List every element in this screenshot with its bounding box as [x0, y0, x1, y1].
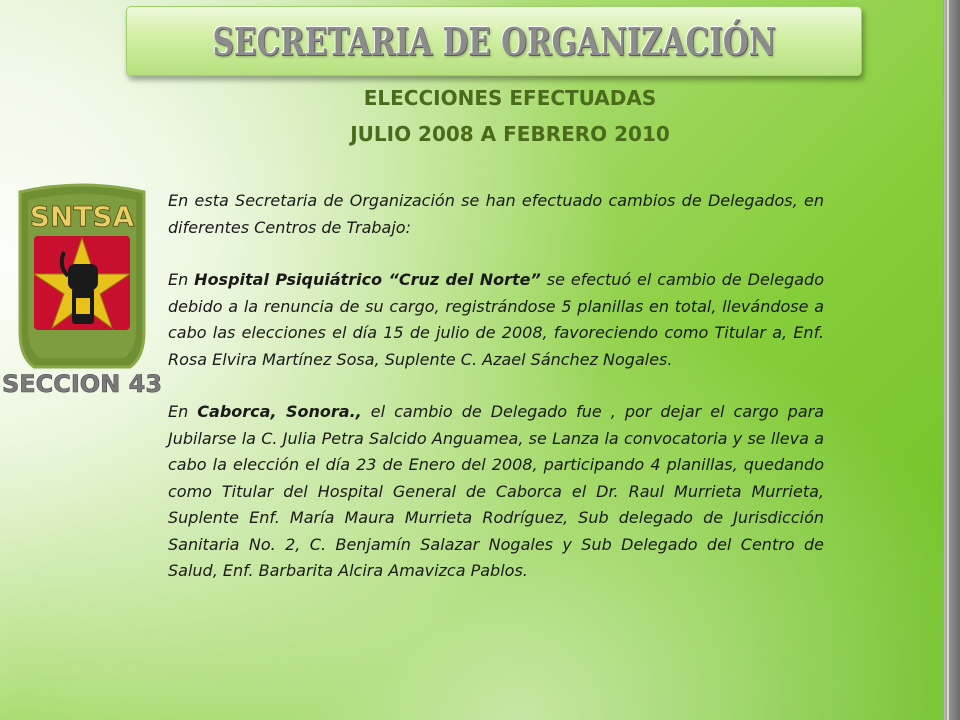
body-text	[168, 188, 824, 611]
logo-top-text: SNTSA	[29, 200, 135, 233]
heading-line-2: JULIO 2008 A FEBRERO 2010	[350, 122, 670, 146]
p3-pre: En	[168, 402, 198, 421]
paragraph-hospital-psiquiatrico	[168, 267, 824, 373]
logo-bottom-text: SECCION 43	[1, 370, 163, 398]
paragraph-intro: En esta Secretaria de Organización se han efectuado cambios de Delegados, en diferentes Centros de Trabajo:	[168, 191, 824, 237]
banner-title: SECRETARIA DE ORGANIZACIÓN	[212, 18, 776, 64]
p2-bold-location: Hospital Psiquiátrico “Cruz del Norte”	[194, 270, 541, 289]
title-banner	[126, 6, 862, 76]
sntsa-seccion-43-shield-icon	[1, 182, 163, 402]
heading-line-1: ELECCIONES EFECTUADAS	[363, 86, 657, 110]
p3-bold-location: Caborca, Sonora.,	[197, 402, 362, 421]
p2-pre: En	[168, 270, 195, 289]
p3-post: el cambio de Delegado fue , por dejar el cargo para Jubilarse la C. Julia Petra Salcido Anguamea, se Lanza la convocatoria y se lleva a cabo la elección el día 23 de Enero del 2008, participando 4 planillas, quedando como Titular del Hospital General de Caborca el Dr. Raul Murrieta Murrieta, Suplente Enf. María Maura Murrieta Rodríguez, Sub delegado de Jurisdicción Sanitaria No. 2, C. Benjamín Salazar Nogales y Sub Delegado del Centro de Salud, Enf. Barbarita Alcira Amavizca Pablos.	[168, 402, 825, 580]
p2-post: se efectuó el cambio de Delegado debido a la renuncia de su cargo, registrándose 5 planillas en total, llevándose a cabo las elecciones el día 15 de julio de 2008, favoreciendo como Titular a, Enf. Rosa Elvira Martínez Sosa, Suplente C. Azael Sánchez Nogales.	[168, 270, 825, 369]
paragraph-caborca	[168, 399, 824, 585]
right-edge-strip	[943, 0, 960, 720]
